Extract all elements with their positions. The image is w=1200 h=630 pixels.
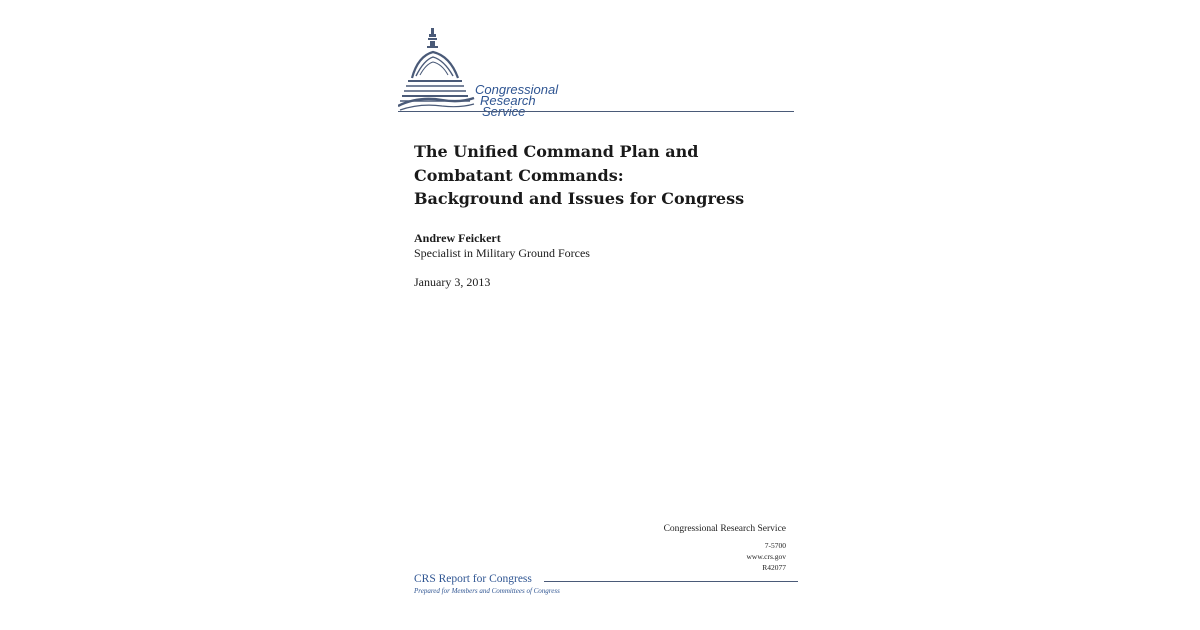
report-title-line: The Unified Command Plan and bbox=[414, 142, 699, 161]
logo-text-line3: Service bbox=[482, 104, 526, 119]
logo-text-line2: Research bbox=[480, 93, 536, 108]
header-divider bbox=[398, 111, 794, 112]
report-title-line: Background and Issues for Congress bbox=[414, 189, 745, 208]
report-title bbox=[414, 140, 834, 211]
author-title: Specialist in Military Ground Forces bbox=[414, 246, 590, 260]
logo-text-line1: Congressional bbox=[475, 82, 559, 97]
footer-title: CRS Report for Congress bbox=[414, 573, 532, 585]
report-date: January 3, 2013 bbox=[414, 275, 491, 289]
crs-logo bbox=[398, 26, 798, 118]
footer-subtitle: Prepared for Members and Committees of Congress bbox=[414, 587, 560, 595]
footer-divider bbox=[544, 581, 798, 582]
meta-report-number: R42077 bbox=[762, 563, 786, 572]
author-name: Andrew Feickert bbox=[414, 231, 501, 245]
meta-organization: Congressional Research Service bbox=[663, 524, 786, 534]
meta-phone: 7-5700 bbox=[764, 541, 786, 550]
meta-website: www.crs.gov bbox=[746, 552, 786, 561]
capitol-dome-icon bbox=[398, 26, 478, 116]
report-title-line: Combatant Commands: bbox=[414, 165, 624, 185]
report-footer bbox=[414, 573, 798, 603]
report-metadata bbox=[664, 522, 786, 573]
